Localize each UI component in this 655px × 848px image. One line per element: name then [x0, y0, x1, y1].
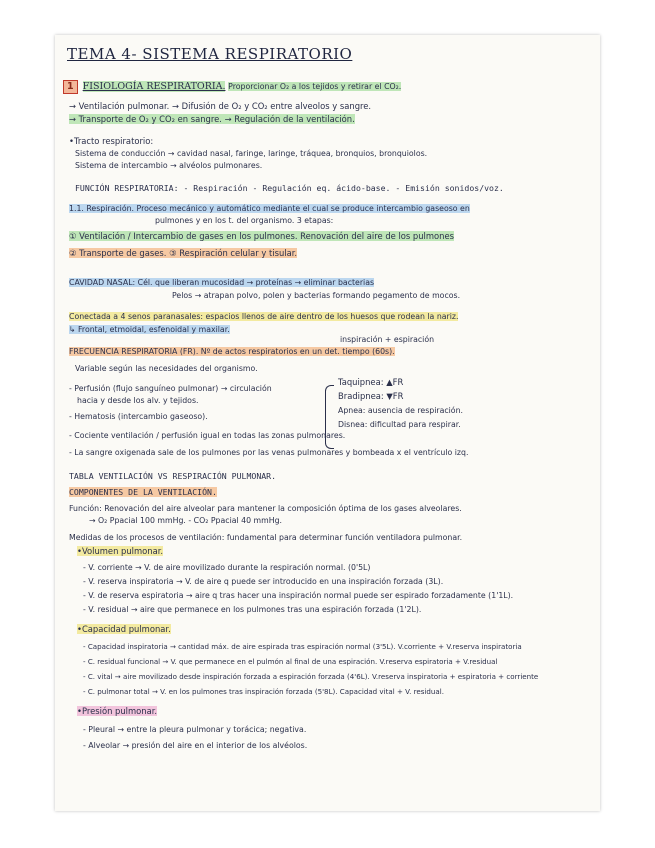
sinuses-2: ↳ Frontal, etmoidal, esfenoidal y maxilar. [69, 325, 230, 334]
list-item: - C. residual funcional → V. que permanece en el pulmón al final de una espiración. V.reserva espiratoria + V.residual [83, 657, 498, 666]
list-item: - Pleural → entre la pleura pulmonar y torácica; negativa. [83, 725, 307, 734]
nasal-cavity-2: Pelos → atrapan polvo, polen y bacterias formando pegamento de mocos. [172, 291, 461, 300]
list-item: - La sangre oxigenada sale de los pulmones por las venas pulmonares y bombeada x el ventrículo izq. [69, 448, 469, 457]
list-item: - Capacidad inspiratoria → cantidad máx. de aire espirada tras espiración normal (3'5L). V.corriente + V.reserva inspiratoria [83, 642, 522, 651]
freq-heading: FRECUENCIA RESPIRATORIA (FR). Nº de actos respiratorios en un det. tiempo (60s). [69, 347, 395, 356]
volume-heading: •Volumen pulmonar. [77, 546, 164, 556]
function-line: FUNCIÓN RESPIRATORIA: - Respiración - Regulación eq. ácido-base. - Emisión sonidos/voz. [75, 183, 504, 193]
table-heading: TABLA VENTILACIÓN VS RESPIRACIÓN PULMONAR. [69, 471, 277, 481]
freq-type: Taquipnea: ▲FR [338, 377, 404, 387]
list-item: - V. de reserva espiratoria → aire q tras hacer una inspiración normal puede ser espirado forzadamente (1'1L). [83, 591, 514, 600]
stage-1: ① Ventilación / Intercambio de gases en los pulmones. Renovación del aire de los pulmones [69, 231, 454, 241]
list-item: - Perfusión (flujo sanguíneo pulmonar) → circulación [69, 384, 272, 393]
list-item: - C. pulmonar total → V. en los pulmones tras inspiración forzada (5'8L). Capacidad vital + V. residual. [83, 687, 444, 696]
section-number-badge: 1 [63, 80, 78, 94]
list-item: - Alveolar → presión del aire en el interior de los alvéolos. [83, 741, 308, 750]
list-item: Sistema de conducción → cavidad nasal, faringe, laringe, tráquea, bronquios, bronquiolos. [75, 149, 428, 158]
tracto-heading: •Tracto respiratorio: [69, 136, 154, 146]
list-item: Variable según las necesidades del organismo. [75, 364, 258, 373]
respiration-def-cont: pulmones y en los t. del organismo. 3 etapas: [155, 216, 334, 225]
nasal-cavity-1: CAVIDAD NASAL: Cél. que liberan mucosidad → proteínas → eliminar bacterias [69, 278, 375, 287]
notebook-page [55, 35, 600, 811]
pressure-heading: •Presión pulmonar. [77, 706, 158, 716]
list-item: - C. vital → aire movilizado desde inspiración forzada a espiración forzada (4'6L). V.reserva inspiratoria + espiratoria + corriente [83, 672, 539, 681]
page-title: TEMA 4- SISTEMA RESPIRATORIO [67, 45, 353, 63]
section-1-heading: 1 FISIOLOGÍA RESPIRATORIA. Proporcionar O₂ a los tejidos y retirar el CO₂. [63, 80, 401, 94]
measures-line: Medidas de los procesos de ventilación: fundamental para determinar función ventiladora pulmonar. [69, 533, 463, 542]
list-item: → Ventilación pulmonar. → Difusión de O₂ y CO₂ entre alveolos y sangre. [69, 101, 372, 111]
freq-type: Disnea: dificultad para respirar. [338, 420, 461, 429]
freq-note: inspiración + espiración [340, 335, 435, 344]
list-item: - V. residual → aire que permanece en los pulmones tras una espiración forzada (1'2L). [83, 605, 422, 614]
list-item: - Hematosis (intercambio gaseoso). [69, 412, 208, 421]
list-item: - V. reserva inspiratoria → V. de aire q puede ser introducido en una inspiración forzada (3L). [83, 577, 444, 586]
freq-type: Apnea: ausencia de respiración. [338, 406, 463, 415]
function-values: → O₂ Ppacial 100 mmHg. - CO₂ Ppacial 40 mmHg. [89, 516, 283, 525]
list-item: Sistema de intercambio → alvéolos pulmonares. [75, 161, 263, 170]
list-item: hacia y desde los alv. y tejidos. [77, 396, 199, 405]
list-item: → Transporte de O₂ y CO₂ en sangre. → Regulación de la ventilación. [69, 114, 355, 124]
capacity-heading: •Capacidad pulmonar. [77, 624, 171, 634]
function-def: Función: Renovación del aire alveolar para mantener la composición óptima de los gases alveolares. [69, 504, 462, 513]
sinuses-1: Conectada a 4 senos paranasales: espacios llenos de aire dentro de los huesos que rodean la nariz. [69, 312, 459, 321]
components-heading: COMPONENTES DE LA VENTILACIÓN. [69, 487, 217, 497]
list-item: - V. corriente → V. de aire movilizado durante la respiración normal. (0'5L) [83, 563, 371, 572]
stage-2-3: ② Transporte de gases. ③ Respiración celular y tisular. [69, 248, 298, 258]
respiration-def: 1.1. Respiración. Proceso mecánico y automático mediante el cual se produce intercambio gaseoso en [69, 204, 470, 213]
list-item: - Cociente ventilación / perfusión igual en todas las zonas pulmonares. [69, 431, 346, 440]
freq-type: Bradipnea: ▼FR [338, 391, 404, 401]
